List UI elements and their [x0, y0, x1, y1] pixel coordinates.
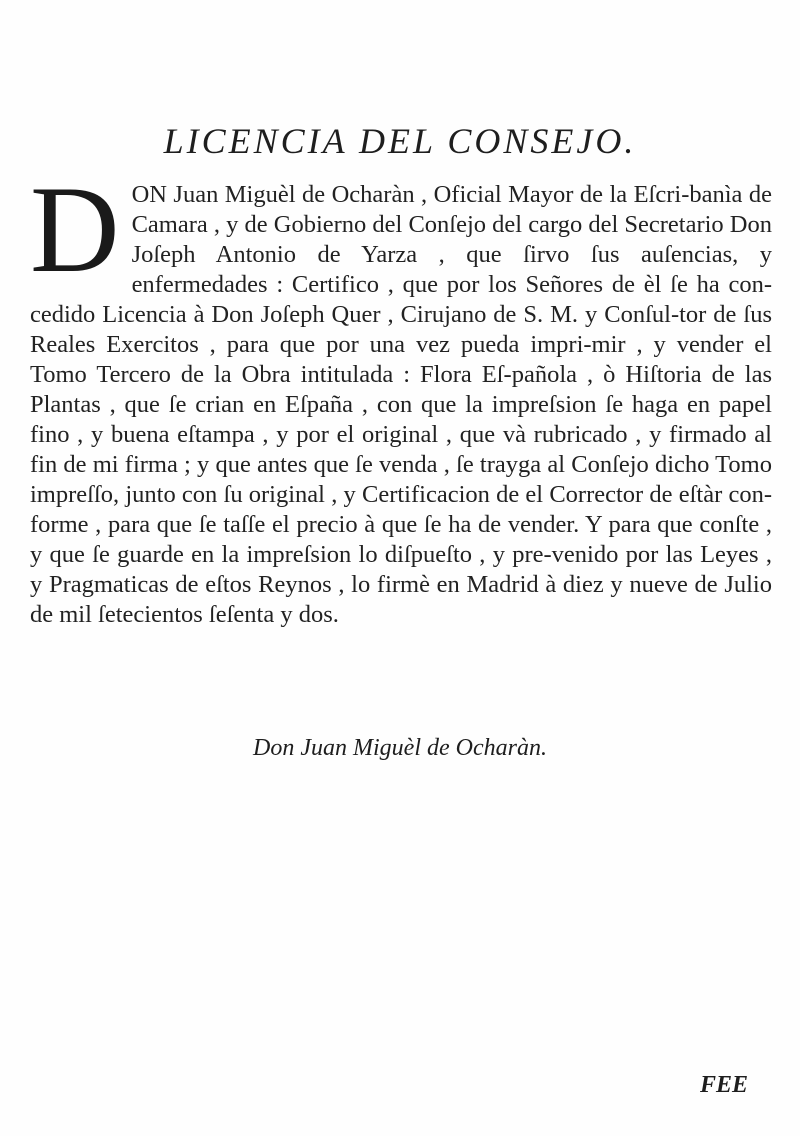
drop-cap: D — [30, 161, 120, 298]
license-text-block — [30, 161, 772, 630]
license-body: ON Juan Miguèl de Ocharàn , Oficial Mayor de la Eſcri-banìa de Camara , y de Gobierno del Conſejo del cargo del Secretario Don Joſeph Antonio de Yarza , que ſirvo ſus auſencias, y enfermedades : Certifico , que por los Señores de èl ſe ha con-cedido Licencia à Don Joſeph Quer , Cirujano de S. M. y Conſul-tor de ſus Reales Exercitos , para que por una vez pueda impri-mir , y vender el Tomo Tercero de la Obra intitulada : Flora Eſ-pañola , ò Hiſtoria de las Plantas , que ſe crian en Eſpaña , con que la impreſsion ſe haga en papel fino , y buena eſtampa , y por el original , que và rubricado , y firmado al fin de mi firma ; y que antes que ſe venda , ſe trayga al Conſejo dicho Tomo impreſſo, junto con ſu original , y Certificacion de el Corrector de eſtàr con-forme , para que ſe taſſe el precio à que ſe ha de vender. Y para que conſte , y que ſe guarde en la impreſsion lo diſpueſto , y pre-venido por las Leyes , y Pragmaticas de eſtos Reynos , lo firmè en Madrid à diez y nueve de Julio de mil ſetecientos ſeſenta y dos. — [30, 181, 772, 628]
catchword: FEE — [700, 1072, 749, 1098]
page-title: LICENCIA DEL CONSEJO. — [163, 121, 637, 161]
signature-line: Don Juan Miguèl de Ocharàn. — [253, 735, 547, 761]
